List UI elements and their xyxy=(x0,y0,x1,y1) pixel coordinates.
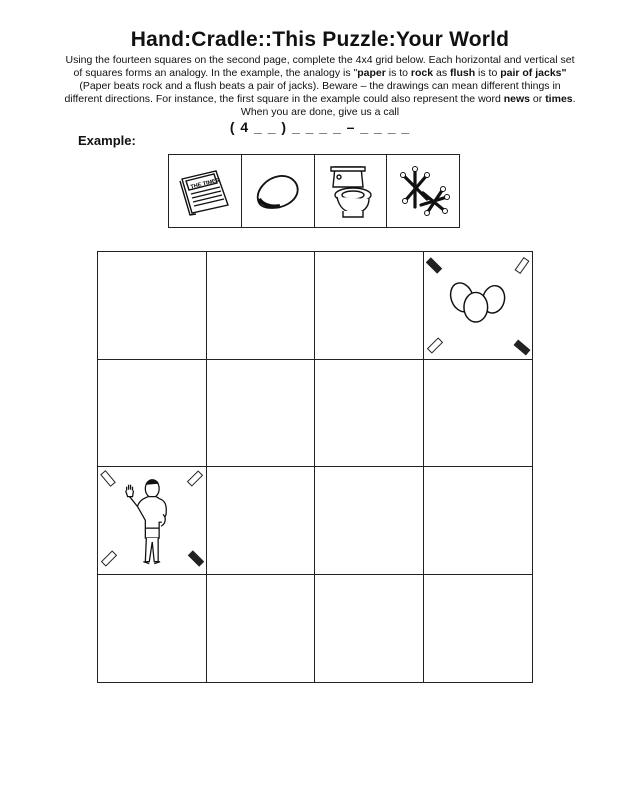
grid-cell-r3c4[interactable] xyxy=(424,467,533,575)
waving-man-icon xyxy=(98,467,206,574)
puzzle-title: Hand:Cradle::This Puzzle:Your World xyxy=(130,28,510,51)
instructions-line-2a: of squares forms an analogy. In the example, the analogy is " xyxy=(73,67,358,79)
instructions-line-2e: is to xyxy=(475,67,501,79)
instructions-line-3: (Paper beats rock and a flush beats a pair of jacks). Beware – the drawings can mean different things in xyxy=(79,80,561,92)
instructions-line-4d: . xyxy=(572,93,576,105)
example-label: Example: xyxy=(78,133,136,148)
analogy-word-rock: rock xyxy=(410,67,434,79)
example-cell-1 xyxy=(169,155,242,227)
grid-cell-r3c3[interactable] xyxy=(315,467,424,575)
instructions-line-2c: is to xyxy=(385,67,411,79)
instructions-line-2d: as xyxy=(433,67,451,79)
puzzle-grid xyxy=(97,251,533,683)
grid-cell-r4c4[interactable] xyxy=(424,575,533,683)
grid-cell-r2c4[interactable] xyxy=(424,360,533,468)
newspaper-title: THE TIMES xyxy=(189,177,220,191)
newspaper-icon xyxy=(176,165,234,217)
rock-icon xyxy=(250,166,306,216)
analogy-word-flush: flush xyxy=(450,67,476,79)
analogy-word-pair-of-jacks: pair of jacks xyxy=(500,67,562,79)
grid-cell-r1c4[interactable] xyxy=(424,252,533,360)
word-news: news xyxy=(503,93,531,105)
grid-cell-r4c1[interactable] xyxy=(98,575,207,683)
instructions-line-2f: " xyxy=(561,67,567,79)
toilet-icon xyxy=(321,161,379,221)
jacks-icon xyxy=(393,163,453,219)
grid-cell-r1c2[interactable] xyxy=(207,252,316,360)
eggs-icon xyxy=(424,252,533,359)
instructions-line-1: Using the fourteen squares on the second page, complete the 4x4 grid below. Each horizontal and vertical set xyxy=(65,54,575,66)
grid-cell-r2c2[interactable] xyxy=(207,360,316,468)
phone-number-blank: ( 4 _ _ ) _ _ _ _ – _ _ _ _ xyxy=(229,119,411,135)
example-cell-4 xyxy=(387,155,459,227)
grid-cell-r3c2[interactable] xyxy=(207,467,316,575)
instructions-line-4a: different directions. For instance, the first square in the example could also represent the word xyxy=(64,93,504,105)
example-row xyxy=(168,154,460,228)
grid-cell-r4c2[interactable] xyxy=(207,575,316,683)
grid-cell-r1c1[interactable] xyxy=(98,252,207,360)
example-cell-3 xyxy=(315,155,388,227)
example-cell-2 xyxy=(242,155,315,227)
word-times: times xyxy=(545,93,573,105)
grid-cell-r4c3[interactable] xyxy=(315,575,424,683)
instructions-line-4c: or xyxy=(530,93,546,105)
instructions xyxy=(40,54,600,119)
grid-cell-r1c3[interactable] xyxy=(315,252,424,360)
instructions-line-5: When you are done, give us a call xyxy=(240,106,400,118)
grid-cell-r3c1[interactable] xyxy=(98,467,207,575)
grid-cell-r2c3[interactable] xyxy=(315,360,424,468)
grid-cell-r2c1[interactable] xyxy=(98,360,207,468)
analogy-word-paper: paper xyxy=(357,67,386,79)
